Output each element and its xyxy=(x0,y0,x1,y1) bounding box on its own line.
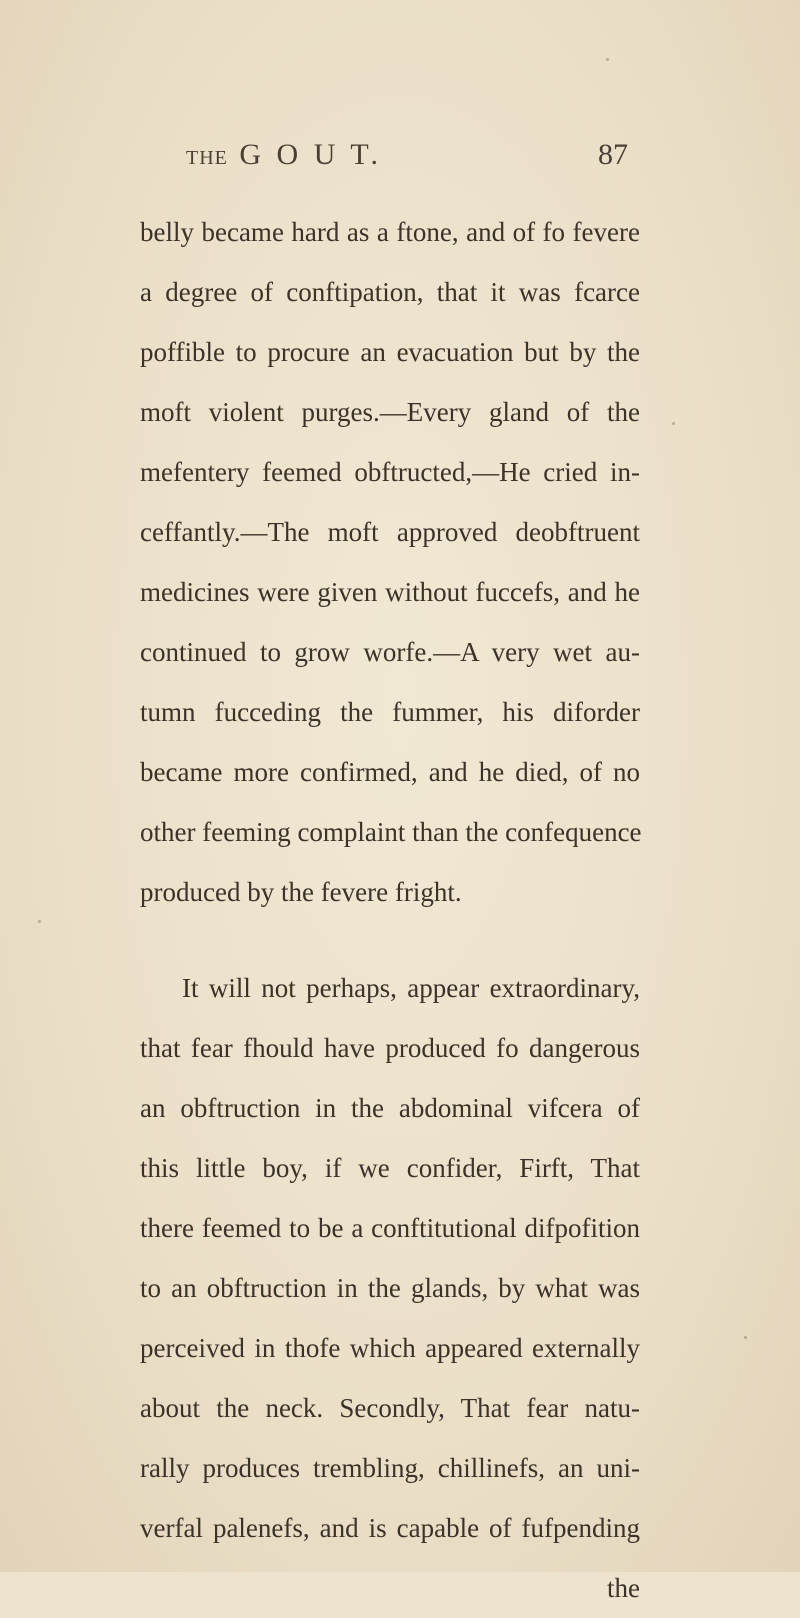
paper-speck xyxy=(672,422,675,425)
text-line: produced by the fevere fright. xyxy=(140,877,462,907)
paper-speck xyxy=(606,58,609,61)
text-line: there feemed to be a conftitutional difpofition xyxy=(140,1213,640,1243)
text-line: mefentery feemed obftructed,—He cried in- xyxy=(140,457,640,487)
paragraph-1 xyxy=(140,202,640,922)
text-line: moft violent purges.—Every gland of the xyxy=(140,397,640,427)
paragraph-2 xyxy=(140,958,640,1558)
text-line: perceived in thofe which appeared externally xyxy=(140,1333,640,1363)
text-line: other feeming complaint than the confequence xyxy=(140,817,642,847)
running-title xyxy=(186,138,382,172)
text-line: a degree of conftipation, that it was fcarce xyxy=(140,277,640,307)
text-line: ceffantly.—The moft approved deobftruent xyxy=(140,517,640,547)
text-line: to an obftruction in the glands, by what was xyxy=(140,1273,640,1303)
text-line: this little boy, if we confider, Firft, That xyxy=(140,1153,640,1183)
text-line: medicines were given without fuccefs, and he xyxy=(140,577,640,607)
text-line: belly became hard as a ftone, and of fo fevere xyxy=(140,217,640,247)
text-line: verfal palenefs, and is capable of fufpending xyxy=(140,1513,640,1543)
paragraph-gap xyxy=(140,922,640,958)
page-header xyxy=(0,138,800,178)
text-line: It will not perhaps, appear extraordinary, xyxy=(182,973,640,1003)
text-line: about the neck. Secondly, That fear natu- xyxy=(140,1393,640,1423)
text-line: an obftruction in the abdominal vifcera of xyxy=(140,1093,640,1123)
running-title-prefix: THE xyxy=(186,147,228,169)
text-line: became more confirmed, and he died, of no xyxy=(140,757,640,787)
text-line: that fear fhould have produced fo dangerous xyxy=(140,1033,640,1063)
text-line: poffible to procure an evacuation but by the xyxy=(140,337,640,367)
body-text xyxy=(140,202,640,1618)
text-line: tumn fucceding the fummer, his diforder xyxy=(140,697,640,727)
running-title-main: G O U T. xyxy=(239,138,382,171)
text-line: rally produces trembling, chillinefs, an uni- xyxy=(140,1453,640,1483)
page-number: 87 xyxy=(598,138,628,171)
catchword: the xyxy=(607,1573,640,1603)
paper-speck xyxy=(38,920,41,923)
text-line: continued to grow worfe.—A very wet au- xyxy=(140,637,640,667)
paper-speck xyxy=(744,1336,747,1339)
